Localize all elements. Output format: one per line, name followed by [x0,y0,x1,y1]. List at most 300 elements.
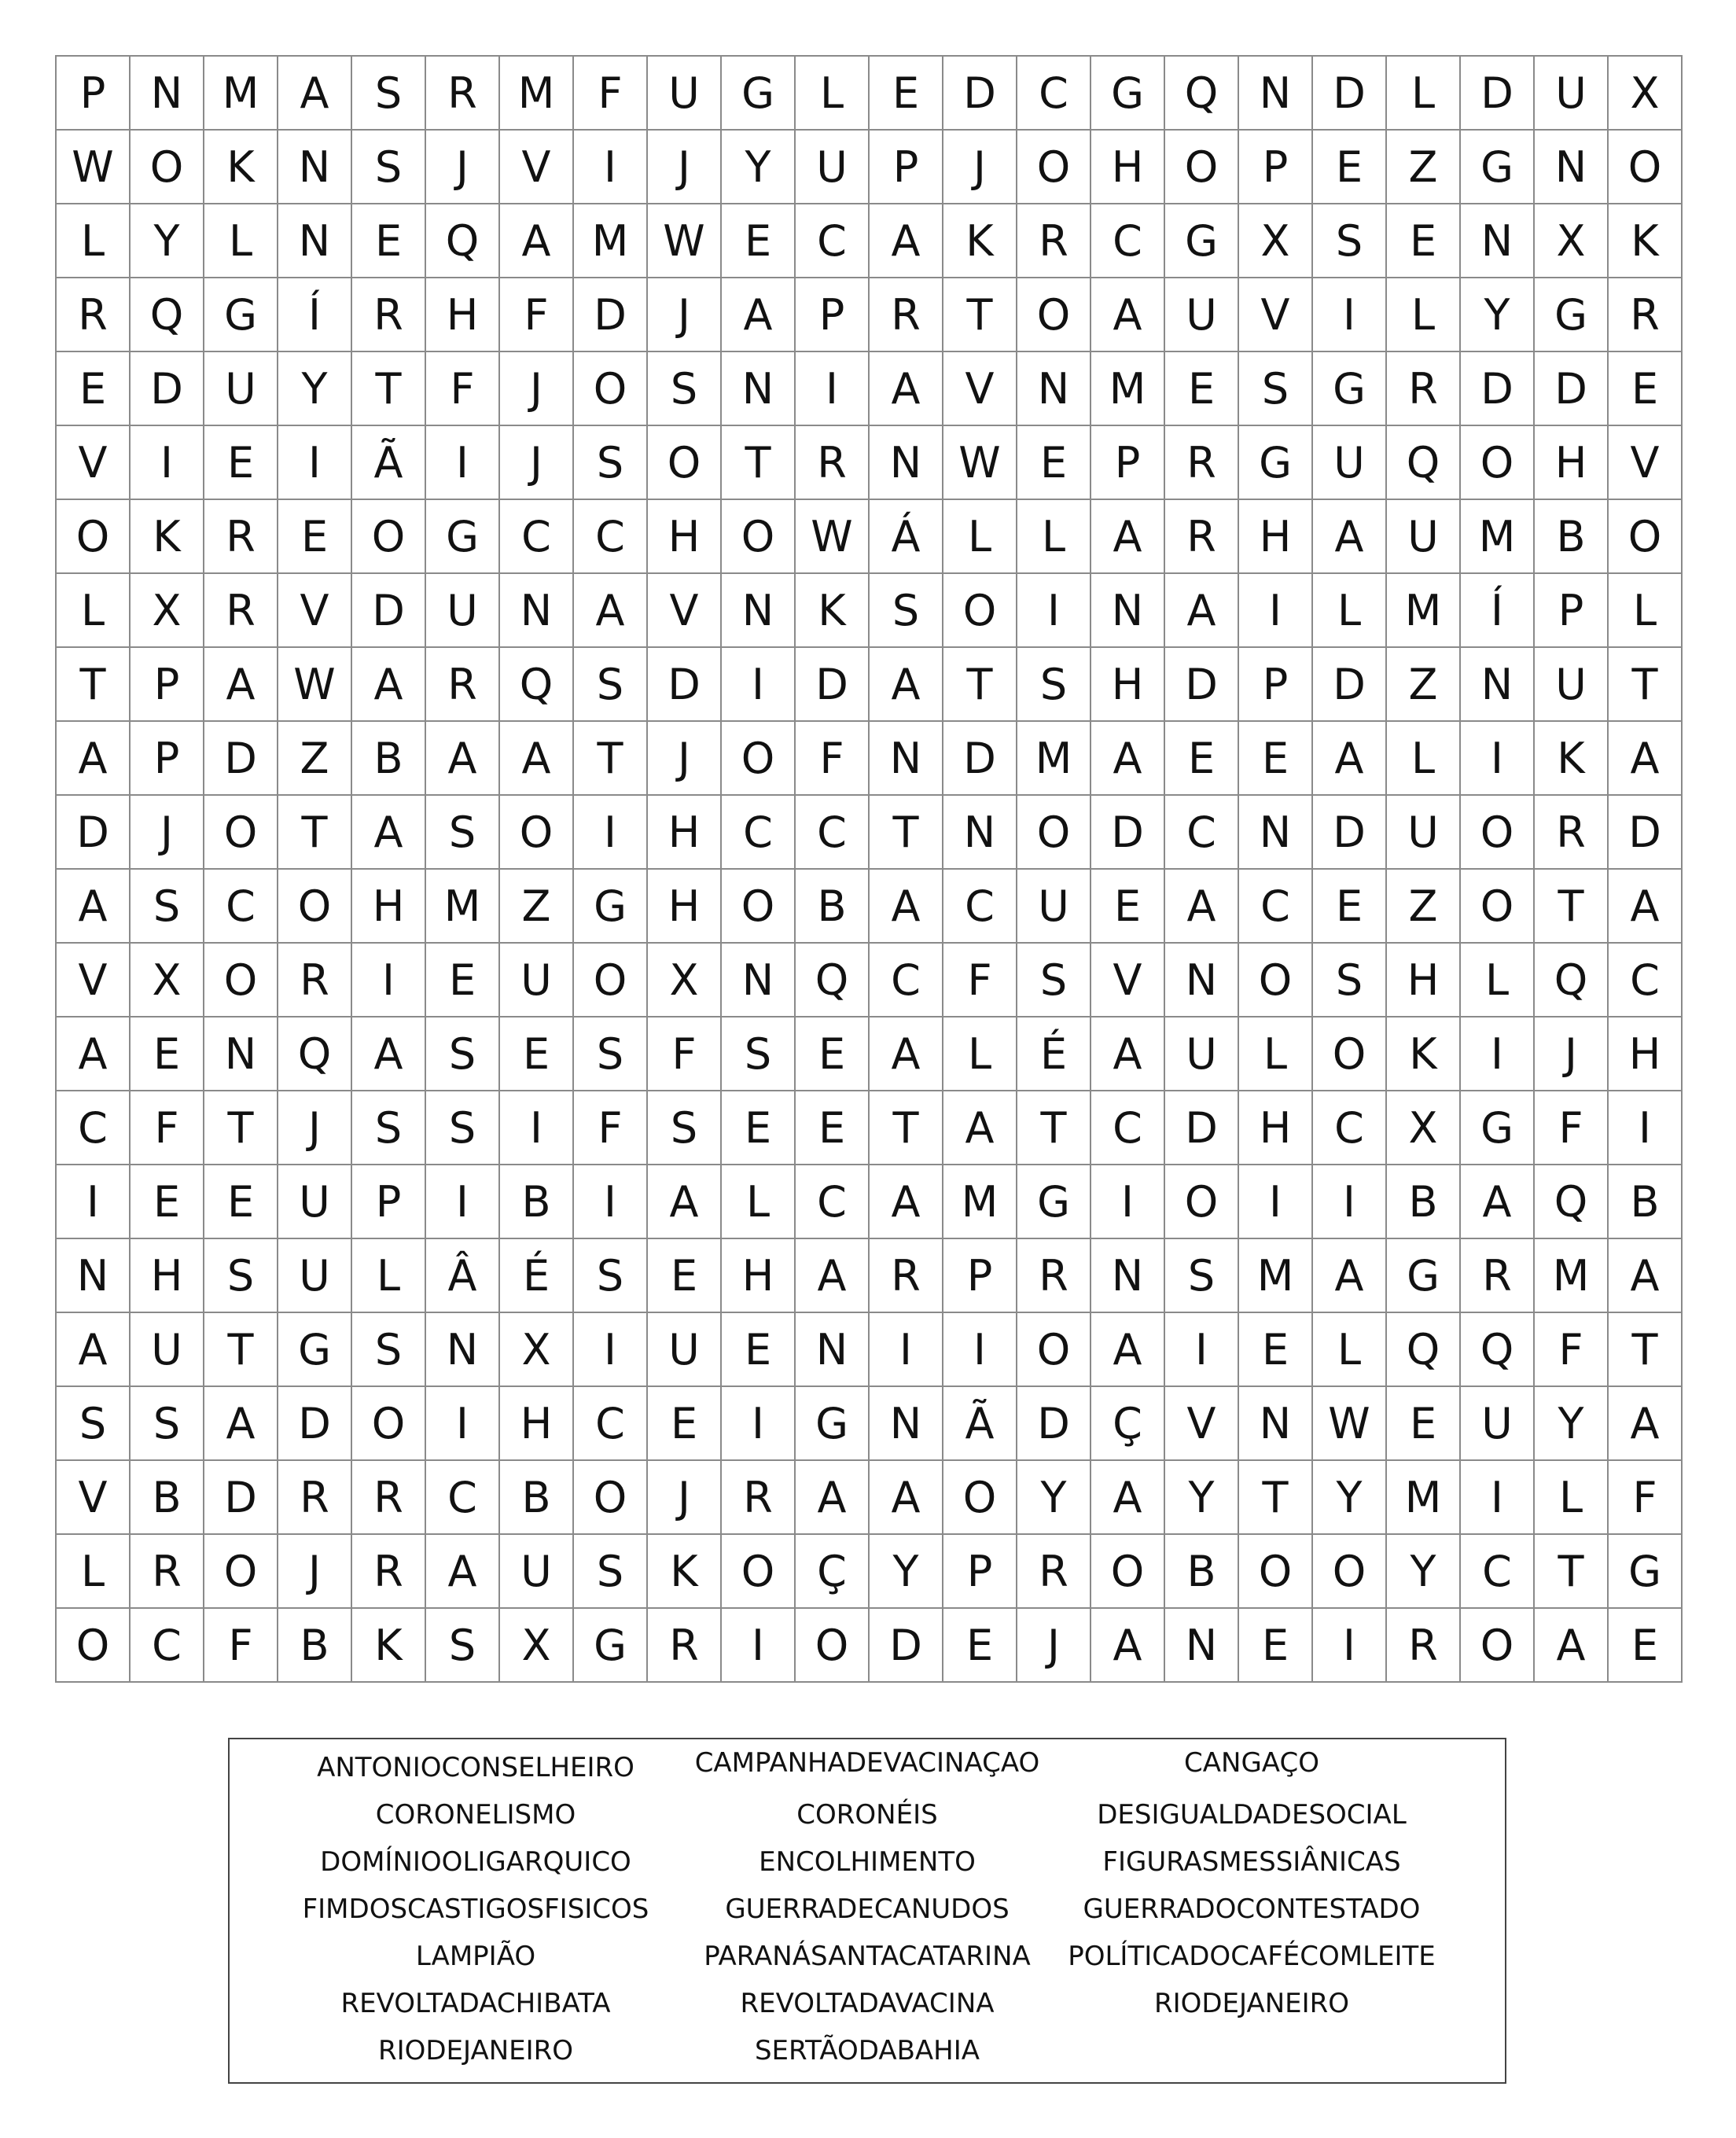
grid-cell: S [352,57,426,131]
grid-cell: Í [278,278,352,352]
grid-cell: O [352,1387,426,1461]
grid-cell: C [1091,204,1165,278]
word-item: RIODEJANEIRO [377,2035,574,2066]
grid-cell: O [943,1461,1017,1535]
grid-cell: A [870,1461,943,1535]
grid-cell: E [500,1017,574,1091]
grid-cell: E [426,944,500,1017]
letter-grid [55,55,1683,1683]
grid-cell: A [1535,1609,1609,1683]
grid-cell: B [1535,500,1609,574]
grid-cell: H [1387,944,1461,1017]
grid-cell: X [500,1313,574,1387]
grid-cell: E [1313,870,1387,944]
grid-cell: M [1239,1239,1313,1313]
grid-cell: J [648,131,722,204]
grid-cell: U [1461,1387,1535,1461]
grid-cell: L [722,1165,796,1239]
grid-cell: N [204,1017,278,1091]
grid-cell: X [1239,204,1313,278]
grid-cell: I [1461,1461,1535,1535]
word-item: RIODEJANEIRO [1153,1988,1350,2019]
grid-cell: A [722,278,796,352]
grid-cell: C [426,1461,500,1535]
grid-cell: K [1609,204,1683,278]
grid-cell: O [722,1535,796,1609]
grid-cell: I [722,1387,796,1461]
grid-cell: U [1535,57,1609,131]
grid-cell: A [1313,1239,1387,1313]
grid-cell: M [943,1165,1017,1239]
grid-cell: G [1535,278,1609,352]
grid-cell: T [943,648,1017,722]
grid-cell: R [426,57,500,131]
grid-cell: D [204,1461,278,1535]
word-item: CORONÉIS [796,1799,938,1831]
grid-cell: N [1535,131,1609,204]
grid-cell: I [1609,1091,1683,1165]
grid-cell: B [1609,1165,1683,1239]
grid-cell: D [943,57,1017,131]
grid-cell: N [57,1239,131,1313]
grid-cell: U [500,944,574,1017]
grid-cell: E [1313,131,1387,204]
grid-cell: V [278,574,352,648]
grid-cell: O [204,796,278,870]
grid-cell: M [1387,1461,1461,1535]
grid-cell: C [500,500,574,574]
grid-cell: R [1017,1239,1091,1313]
grid-cell: V [57,944,131,1017]
grid-cell: P [943,1239,1017,1313]
grid-cell: H [426,278,500,352]
word-item: SERTÃODABAHIA [754,2035,980,2066]
grid-cell: A [1091,1609,1165,1683]
grid-cell: W [1313,1387,1387,1461]
grid-cell: R [1017,204,1091,278]
grid-cell: S [426,1091,500,1165]
word-item: REVOLTADAVACINA [740,1988,995,2019]
grid-cell: A [1165,574,1239,648]
grid-cell: E [204,1165,278,1239]
grid-cell: N [1239,57,1313,131]
grid-cell: A [870,204,943,278]
grid-cell: T [943,278,1017,352]
grid-cell: A [796,1239,870,1313]
grid-cell: S [1239,352,1313,426]
grid-cell: I [500,1091,574,1165]
grid-cell: S [57,1387,131,1461]
grid-cell: É [1017,1017,1091,1091]
grid-cell: Ã [352,426,426,500]
grid-cell: Y [131,204,204,278]
grid-cell: O [722,722,796,796]
grid-cell: É [500,1239,574,1313]
grid-cell: W [648,204,722,278]
grid-cell: D [796,648,870,722]
grid-cell: H [1091,131,1165,204]
grid-cell: U [131,1313,204,1387]
grid-cell: I [1239,1165,1313,1239]
grid-cell: A [352,1017,426,1091]
grid-cell: K [131,500,204,574]
grid-cell: J [278,1091,352,1165]
grid-cell: K [1535,722,1609,796]
grid-cell: Ã [943,1387,1017,1461]
grid-cell: E [1387,1387,1461,1461]
grid-cell: Q [1535,944,1609,1017]
grid-cell: E [1165,352,1239,426]
grid-cell: A [1091,1017,1165,1091]
grid-cell: C [1461,1535,1535,1609]
grid-cell: Y [1461,278,1535,352]
grid-cell: H [1239,500,1313,574]
grid-cell: S [1017,944,1091,1017]
grid-cell: O [1165,1165,1239,1239]
grid-cell: U [796,131,870,204]
grid-cell: A [796,1461,870,1535]
grid-cell: M [204,57,278,131]
grid-cell: I [574,796,648,870]
grid-cell: G [1609,1535,1683,1609]
grid-cell: L [1313,1313,1387,1387]
grid-cell: O [1091,1535,1165,1609]
grid-cell: G [204,278,278,352]
grid-cell: F [1609,1461,1683,1535]
grid-cell: L [1387,722,1461,796]
grid-cell: D [1165,648,1239,722]
grid-cell: K [1387,1017,1461,1091]
grid-cell: L [943,500,1017,574]
grid-cell: K [943,204,1017,278]
grid-cell: Z [1387,131,1461,204]
grid-cell: O [1313,1017,1387,1091]
word-item: GUERRADECANUDOS [725,1893,1010,1925]
grid-cell: U [1387,500,1461,574]
grid-cell: O [1017,131,1091,204]
grid-cell: I [352,944,426,1017]
word-item: POLÍTICADOCAFÉCOMLEITE [1068,1941,1436,1972]
grid-cell: U [1165,278,1239,352]
grid-cell: R [722,1461,796,1535]
grid-cell: A [1313,500,1387,574]
grid-cell: H [352,870,426,944]
grid-cell: K [796,574,870,648]
grid-cell: X [1609,57,1683,131]
grid-cell: O [796,1609,870,1683]
grid-cell: Y [1165,1461,1239,1535]
grid-cell: H [1609,1017,1683,1091]
grid-cell: S [426,1017,500,1091]
grid-cell: A [870,1017,943,1091]
grid-cell: S [574,1017,648,1091]
grid-cell: F [1535,1091,1609,1165]
grid-cell: U [1165,1017,1239,1091]
grid-cell: L [1313,574,1387,648]
grid-cell: J [131,796,204,870]
grid-cell: R [352,1461,426,1535]
grid-cell: P [131,722,204,796]
grid-cell: D [131,352,204,426]
grid-cell: O [1239,1535,1313,1609]
grid-cell: S [1165,1239,1239,1313]
grid-cell: Í [1461,574,1535,648]
grid-cell: C [574,500,648,574]
grid-cell: D [1313,648,1387,722]
grid-cell: L [204,204,278,278]
grid-cell: S [574,1535,648,1609]
grid-cell: P [131,648,204,722]
grid-cell: P [1239,648,1313,722]
grid-cell: P [1239,131,1313,204]
grid-cell: I [1313,1165,1387,1239]
grid-cell: K [352,1609,426,1683]
grid-cell: A [870,648,943,722]
grid-cell: M [1091,352,1165,426]
grid-cell: O [574,352,648,426]
grid-cell: G [1313,352,1387,426]
grid-cell: L [1461,944,1535,1017]
grid-cell: S [1313,204,1387,278]
grid-cell: N [870,722,943,796]
grid-cell: X [131,944,204,1017]
grid-cell: E [796,1091,870,1165]
grid-cell: N [1165,1609,1239,1683]
grid-cell: M [1387,574,1461,648]
grid-cell: T [1609,1313,1683,1387]
grid-cell: Y [722,131,796,204]
grid-cell: W [278,648,352,722]
grid-cell: U [278,1239,352,1313]
grid-cell: N [870,426,943,500]
grid-cell: F [204,1609,278,1683]
grid-cell: V [1609,426,1683,500]
grid-cell: O [1609,500,1683,574]
grid-cell: F [574,57,648,131]
grid-cell: R [204,500,278,574]
grid-cell: N [1091,1239,1165,1313]
grid-cell: R [1535,796,1609,870]
grid-cell: L [796,57,870,131]
grid-cell: O [204,944,278,1017]
grid-cell: D [278,1387,352,1461]
grid-cell: Z [278,722,352,796]
grid-cell: R [1461,1239,1535,1313]
grid-cell: R [1387,352,1461,426]
grid-cell: U [426,574,500,648]
grid-cell: S [574,1239,648,1313]
grid-cell: O [57,1609,131,1683]
grid-cell: M [426,870,500,944]
grid-cell: S [1313,944,1387,1017]
grid-cell: B [1165,1535,1239,1609]
grid-cell: Q [131,278,204,352]
grid-cell: I [574,1313,648,1387]
grid-cell: T [870,796,943,870]
grid-cell: C [796,204,870,278]
grid-cell: M [1017,722,1091,796]
grid-cell: A [1091,500,1165,574]
grid-cell: L [352,1239,426,1313]
grid-cell: C [1313,1091,1387,1165]
grid-cell: U [648,1313,722,1387]
grid-cell: C [204,870,278,944]
word-item: DESIGUALDADESOCIAL [1097,1799,1407,1831]
grid-cell: L [1239,1017,1313,1091]
grid-cell: C [796,796,870,870]
grid-cell: N [796,1313,870,1387]
grid-cell: D [1017,1387,1091,1461]
grid-cell: A [1091,1461,1165,1535]
grid-cell: V [648,574,722,648]
grid-cell: N [1091,574,1165,648]
grid-cell: O [1017,1313,1091,1387]
grid-cell: W [943,426,1017,500]
grid-cell: R [648,1609,722,1683]
grid-cell: S [352,131,426,204]
grid-cell: G [1091,57,1165,131]
grid-cell: I [796,352,870,426]
grid-cell: I [870,1313,943,1387]
grid-cell: G [1239,426,1313,500]
grid-cell: G [278,1313,352,1387]
grid-cell: D [1091,796,1165,870]
grid-cell: R [1387,1609,1461,1683]
grid-cell: C [1017,57,1091,131]
grid-cell: O [1461,1609,1535,1683]
grid-cell: G [796,1387,870,1461]
grid-cell: O [1017,796,1091,870]
grid-cell: D [1461,57,1535,131]
grid-cell: Z [1387,648,1461,722]
grid-cell: G [1461,131,1535,204]
grid-cell: R [131,1535,204,1609]
grid-cell: Y [1387,1535,1461,1609]
grid-cell: R [1165,426,1239,500]
grid-cell: Q [278,1017,352,1091]
grid-cell: I [574,1165,648,1239]
grid-cell: R [870,1239,943,1313]
grid-cell: H [722,1239,796,1313]
grid-cell: G [426,500,500,574]
grid-cell: S [352,1091,426,1165]
grid-cell: N [1239,796,1313,870]
grid-cell: A [1461,1165,1535,1239]
grid-cell: E [870,57,943,131]
grid-cell: M [1535,1239,1609,1313]
grid-cell: P [1091,426,1165,500]
grid-cell: A [1091,722,1165,796]
grid-cell: Q [426,204,500,278]
grid-cell: E [352,204,426,278]
grid-cell: I [426,1165,500,1239]
grid-cell: R [278,1461,352,1535]
grid-cell: E [722,1091,796,1165]
grid-cell: E [1387,204,1461,278]
grid-cell: N [1017,352,1091,426]
grid-cell: A [1313,722,1387,796]
grid-cell: J [426,131,500,204]
grid-cell: G [1461,1091,1535,1165]
grid-cell: Y [1017,1461,1091,1535]
grid-cell: R [796,426,870,500]
grid-cell: B [352,722,426,796]
grid-cell: A [57,722,131,796]
grid-cell: R [1017,1535,1091,1609]
grid-cell: S [1017,648,1091,722]
grid-cell: O [131,131,204,204]
grid-cell: N [722,352,796,426]
word-item: CAMPANHADEVACINAÇAO [694,1747,1040,1779]
grid-cell: N [870,1387,943,1461]
grid-cell: F [796,722,870,796]
grid-cell: J [1535,1017,1609,1091]
grid-cell: O [204,1535,278,1609]
grid-cell: F [426,352,500,426]
grid-cell: I [1165,1313,1239,1387]
grid-cell: Q [1387,1313,1461,1387]
grid-cell: Z [1387,870,1461,944]
grid-cell: E [648,1239,722,1313]
grid-cell: L [1609,574,1683,648]
grid-cell: J [500,352,574,426]
grid-cell: O [1313,1535,1387,1609]
grid-cell: R [204,574,278,648]
grid-cell: S [352,1313,426,1387]
grid-cell: A [574,574,648,648]
grid-cell: V [500,131,574,204]
grid-cell: B [500,1461,574,1535]
grid-cell: I [943,1313,1017,1387]
grid-cell: I [1091,1165,1165,1239]
grid-cell: N [722,944,796,1017]
grid-cell: Q [1387,426,1461,500]
grid-cell: O [574,1461,648,1535]
grid-cell: O [57,500,131,574]
grid-cell: N [1165,944,1239,1017]
grid-cell: V [943,352,1017,426]
grid-cell: S [870,574,943,648]
grid-cell: C [870,944,943,1017]
grid-cell: T [1017,1091,1091,1165]
grid-cell: F [943,944,1017,1017]
grid-cell: U [648,57,722,131]
grid-cell: N [278,204,352,278]
grid-cell: I [426,1387,500,1461]
grid-cell: A [278,57,352,131]
grid-cell: I [1239,574,1313,648]
word-list-box [228,1738,1506,2084]
grid-cell: E [1239,1609,1313,1683]
grid-cell: M [500,57,574,131]
grid-cell: R [57,278,131,352]
grid-cell: O [1461,426,1535,500]
grid-cell: J [278,1535,352,1609]
grid-cell: N [131,57,204,131]
grid-cell: A [870,870,943,944]
grid-cell: Z [500,870,574,944]
grid-cell: X [500,1609,574,1683]
grid-cell: M [1461,500,1535,574]
grid-cell: E [1091,870,1165,944]
grid-cell: T [1535,870,1609,944]
grid-cell: J [943,131,1017,204]
word-item: PARANÁSANTACATARINA [704,1941,1031,1972]
grid-cell: E [722,1313,796,1387]
grid-cell: C [57,1091,131,1165]
grid-cell: C [131,1609,204,1683]
grid-cell: U [1313,426,1387,500]
